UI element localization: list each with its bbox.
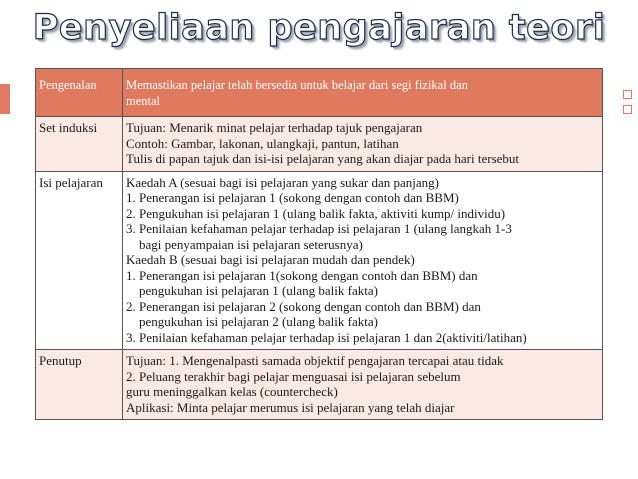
row-label-cell bbox=[36, 117, 123, 172]
row-line: pengukuhan isi pelajaran 1 (ulang balik fakta) bbox=[139, 283, 378, 298]
header-label: Pengenalan bbox=[39, 78, 97, 92]
decor-square-bottom bbox=[623, 105, 632, 114]
row-line: 2. Pengukuhan isi pelajaran 1 (ulang balik fakta, aktiviti kump/ individu) bbox=[126, 205, 506, 221]
row-line: 3. Penilaian kefahaman pelajar terhadap isi pelajaran 1 (ulang langkah 1-3 bbox=[126, 221, 512, 236]
row-line: 1. Penerangan isi pelajaran 1(sokong dengan contoh dan BBM) dan bbox=[126, 267, 478, 283]
row-line: 1. Penerangan isi pelajaran 1 (sokong dengan contoh dan BBM) bbox=[126, 190, 459, 205]
row-label: Penutup bbox=[39, 353, 82, 368]
row-line: Kaedah B (sesuai bagi isi pelajaran mudah dan pendek) bbox=[126, 252, 415, 267]
row-label: Set induksi bbox=[39, 120, 98, 135]
row-line: Aplikasi: Minta pelajar merumus isi pelajaran yang telah diajar bbox=[126, 399, 455, 415]
table-row-isi-pelajaran bbox=[36, 171, 603, 350]
row-line: bagi penyampaian isi pelajaran seterusnya) bbox=[139, 236, 363, 252]
accent-bar bbox=[0, 84, 10, 114]
header-desc-cell bbox=[123, 69, 603, 117]
row-label-cell bbox=[36, 171, 123, 350]
row-line: 2. Penerangan isi pelajaran 2 (sokong dengan contoh dan BBM) dan bbox=[126, 298, 481, 314]
row-line: Contoh: Gambar, lakonan, ulangkaji, pantun, latihan bbox=[126, 135, 399, 151]
decor-square-top bbox=[623, 90, 632, 99]
table-row-set-induksi bbox=[36, 117, 603, 172]
row-label: Isi pelajaran bbox=[39, 174, 103, 190]
row-label-cell bbox=[36, 350, 123, 420]
row-line: Tujuan: Menarik minat pelajar terhadap tajuk pengajaran bbox=[126, 120, 423, 135]
row-line: guru meninggalkan kelas (countercheck) bbox=[126, 384, 338, 399]
header-line: mental bbox=[126, 93, 161, 108]
row-line: 2. Peluang terakhir bagi pelajar menguasai isi pelajaran sebelum bbox=[126, 368, 461, 384]
row-line: Tulis di papan tajuk dan isi-isi pelajaran yang akan diajar pada hari tersebut bbox=[126, 151, 520, 166]
row-line: Tujuan: 1. Mengenalpasti samada objektif pengajaran tercapai atau tidak bbox=[126, 353, 504, 368]
row-line: 3. Penilaian kefahaman pelajar terhadap isi pelajaran 1 dan 2(aktiviti/latihan) bbox=[126, 329, 527, 345]
header-label-cell bbox=[36, 69, 123, 117]
table-row-penutup bbox=[36, 350, 603, 420]
row-line: Kaedah A (sesuai bagi isi pelajaran yang sukar dan panjang) bbox=[126, 174, 439, 190]
header-line: Memastikan pelajar telah bersedia untuk belajar dari segi fizikal dan bbox=[126, 78, 468, 92]
table-header-row bbox=[36, 69, 603, 117]
row-content-cell bbox=[123, 350, 603, 420]
row-line: pengukuhan isi pelajaran 2 (ulang balik fakta) bbox=[139, 314, 378, 329]
lesson-table bbox=[35, 68, 603, 420]
row-content-cell bbox=[123, 171, 603, 350]
row-content-cell bbox=[123, 117, 603, 172]
slide-title: Penyeliaan pengajaran teori bbox=[32, 8, 606, 48]
